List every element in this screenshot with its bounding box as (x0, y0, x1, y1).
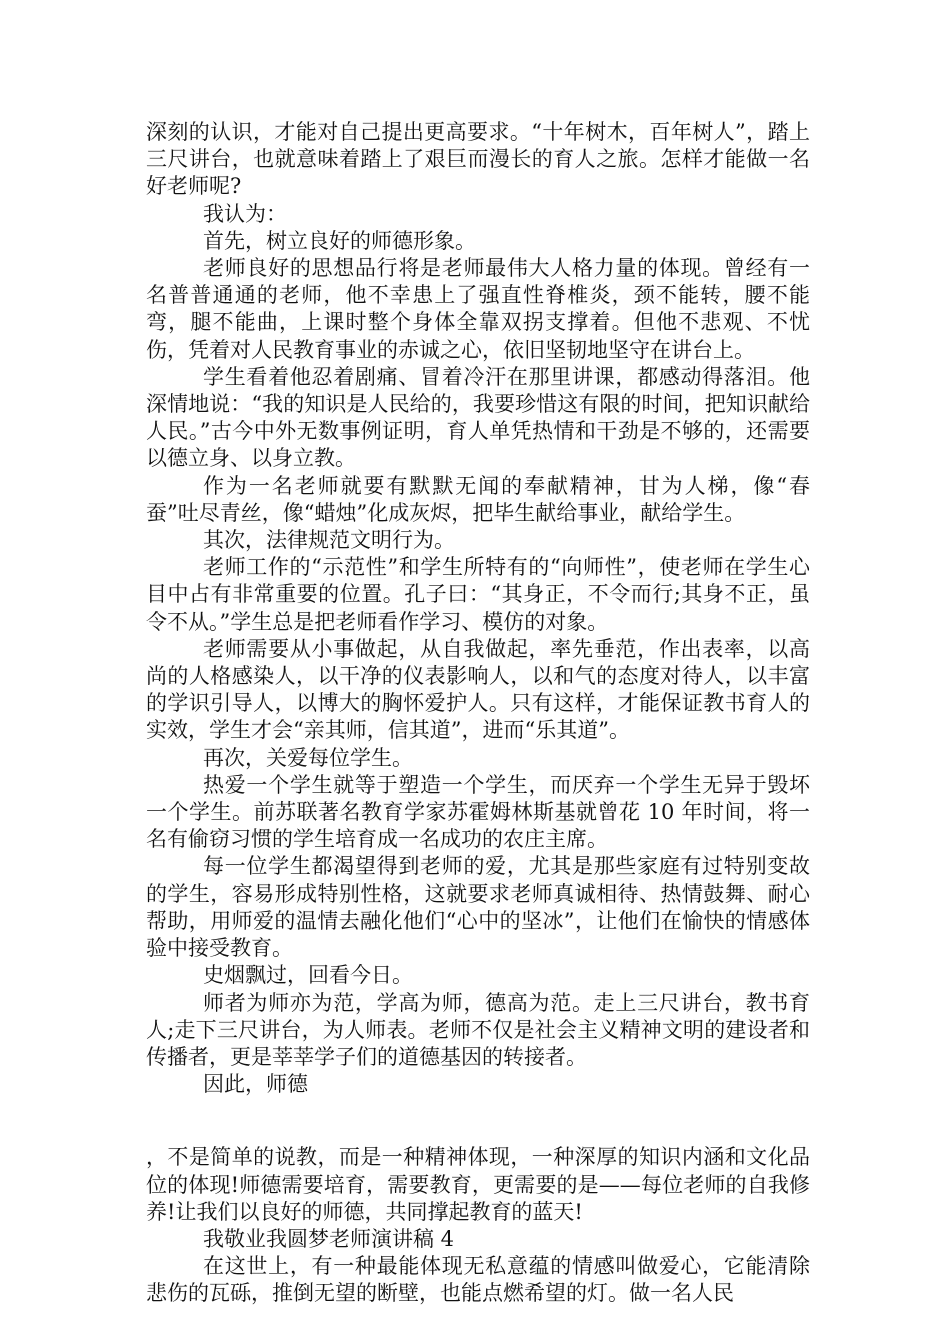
paragraph: 老师需要从小事做起，从自我做起，率先垂范，作出表率，以高尚的人格感染人，以干净的仪表影响人，以和气的态度对待人，以丰富的学识引导人，以博大的胸怀爱护人。只有这样，才能保证教书育人的实效，学生才会“亲其师，信其道”，进而“乐其道”。 (146, 636, 810, 743)
paragraph: 在这世上，有一种最能体现无私意蕴的情感叫做爱心，它能清除悲伤的瓦砾，推倒无望的断壁，也能点燃希望的灯。做一名人民 (146, 1254, 810, 1306)
paragraph: 老师工作的“示范性”和学生所特有的“向师性”，使老师在学生心目中占有非常重要的位置。孔子曰：“其身正，不令而行;其身不正，虽令不从。”学生总是把老师看作学习、模仿的对象。 (146, 555, 810, 634)
paragraph: 师者为师亦为范，学高为师，德高为范。走上三尺讲台，教书育人;走下三尺讲台，为人师表。老师不仅是社会主义精神文明的建设者和传播者，更是莘莘学子们的道德基因的转接者。 (146, 990, 810, 1069)
document-body (146, 119, 810, 1308)
section-heading: 其次，法律规范文明行为。 (203, 528, 455, 553)
paragraph: 每一位学生都渴望得到老师的爱，尤其是那些家庭有过特别变故的学生，容易形成特别性格，这就要求老师真诚相待、热情鼓舞、耐心帮助，用师爱的温情去融化他们“心中的坚冰”，让他们在愉快的情感体验中接受教育。 (146, 854, 810, 961)
section-heading: 再次，关爱每位学生。 (203, 745, 413, 770)
paragraph: 因此，师德 (203, 1072, 308, 1097)
speech-title: 我敬业我圆梦老师演讲稿 4 (203, 1226, 455, 1251)
paragraph: 深刻的认识，才能对自己提出更高要求。“十年树木，百年树人”，踏上三尺讲台，也就意味着踏上了艰巨而漫长的育人之旅。怎样才能做一名好老师呢? (146, 120, 810, 199)
paragraph: 作为一名老师就要有默默无闻的奉献精神，甘为人梯，像“春蚕”吐尽青丝，像“蜡烛”化成灰烬，把毕生献给事业，献给学生。 (146, 473, 810, 525)
paragraph: 热爱一个学生就等于塑造一个学生，而厌弃一个学生无异于毁坏一个学生。前苏联著名教育学家苏霍姆林斯基就曾花 10 年时间，将一名有偷窃习惯的学生培育成一名成功的农庄主席。 (146, 772, 810, 852)
paragraph: 史烟飘过，回看今日。 (203, 963, 413, 988)
section-heading: 首先，树立良好的师德形象。 (203, 228, 476, 253)
paragraph: ，不是简单的说教，而是一种精神体现，一种深厚的知识内涵和文化品位的体现!师德需要培育，需要教育，更需要的是——每位老师的自我修养!让我们以良好的师德，共同撑起教育的蓝天! (146, 1145, 810, 1224)
paragraph: 我认为： (203, 201, 287, 226)
paragraph: 学生看着他忍着剧痛、冒着冷汗在那里讲课，都感动得落泪。他深情地说：“我的知识是人民给的，我要珍惜这有限的时间，把知识献给人民。”古今中外无数事例证明，育人单凭热情和干劲是不够的，还需要以德立身、以身立教。 (146, 364, 810, 471)
paragraph: 老师良好的思想品行将是老师最伟大人格力量的体现。曾经有一名普普通通的老师，他不幸患上了强直性脊椎炎，颈不能转，腰不能弯，腿不能曲，上课时整个身体全靠双拐支撑着。但他不悲观、不忧伤，凭着对人民教育事业的赤诚之心，依旧坚韧地坚守在讲台上。 (146, 256, 810, 362)
